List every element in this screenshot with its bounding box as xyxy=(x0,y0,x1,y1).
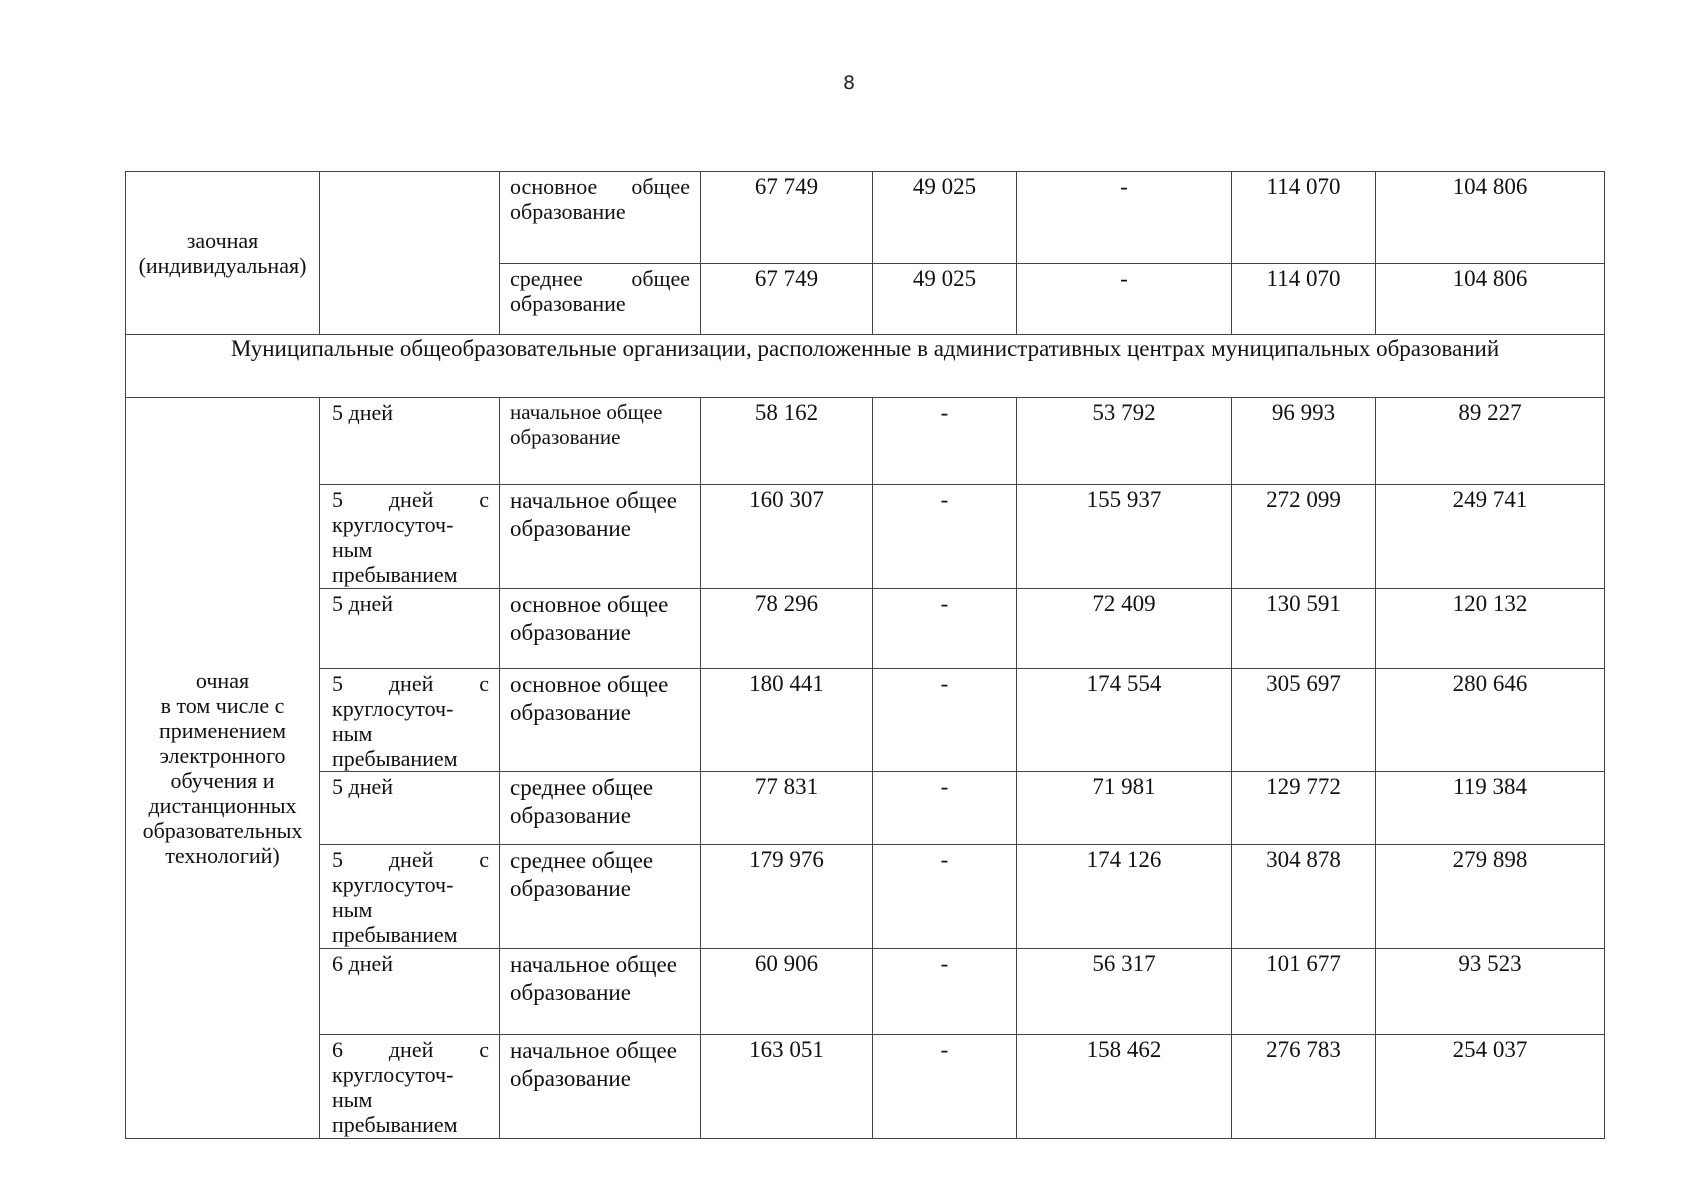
form-label-line: дистанционных xyxy=(148,793,297,818)
form-label-line: (индивидуальная) xyxy=(138,253,307,278)
value-cell: 158 462 xyxy=(1017,1035,1232,1139)
mode-line: 5 дней с xyxy=(332,847,489,872)
value-cell: 129 772 xyxy=(1232,772,1376,845)
mode-cell xyxy=(320,845,500,949)
value-cell: 276 783 xyxy=(1232,1035,1376,1139)
value-cell: 104 806 xyxy=(1376,172,1605,264)
value-cell: - xyxy=(873,589,1017,669)
value-cell: 305 697 xyxy=(1232,669,1376,772)
mode-line: пребыванием xyxy=(332,562,458,587)
mode-line: круглосуточ- xyxy=(332,696,454,721)
value-cell: 72 409 xyxy=(1017,589,1232,669)
mode-cell-empty xyxy=(320,172,500,335)
level-cell: основное общее образование xyxy=(500,669,701,772)
table-row xyxy=(126,398,1605,485)
form-label-line: очная xyxy=(195,668,250,693)
table-row xyxy=(126,485,1605,589)
section-title: Муниципальные общеобразовательные организации, расположенные в административных центрах муниципальных образований xyxy=(126,335,1605,398)
value-cell: 77 831 xyxy=(701,772,873,845)
value-cell: 163 051 xyxy=(701,1035,873,1139)
value-cell: 174 126 xyxy=(1017,845,1232,949)
level-line: основное общее xyxy=(510,174,690,199)
mode-cell xyxy=(320,949,500,1035)
value-cell: 130 591 xyxy=(1232,589,1376,669)
mode-line: круглосуточ- xyxy=(332,512,454,537)
mode-cell xyxy=(320,1035,500,1139)
value-cell: 119 384 xyxy=(1376,772,1605,845)
mode-cell xyxy=(320,772,500,845)
value-cell: - xyxy=(1017,264,1232,335)
form-label-line: применением xyxy=(158,718,286,743)
level-cell xyxy=(500,172,701,264)
value-cell: 60 906 xyxy=(701,949,873,1035)
value-cell: 104 806 xyxy=(1376,264,1605,335)
value-cell: 304 878 xyxy=(1232,845,1376,949)
mode-cell xyxy=(320,398,500,485)
mode-line: пребыванием xyxy=(332,746,458,771)
value-cell: - xyxy=(873,398,1017,485)
table-row xyxy=(126,772,1605,845)
value-cell: 174 554 xyxy=(1017,669,1232,772)
mode-line: 5 дней xyxy=(332,591,394,616)
value-cell: 114 070 xyxy=(1232,172,1376,264)
value-cell: - xyxy=(873,845,1017,949)
value-cell: 49 025 xyxy=(873,172,1017,264)
form-cell-zaochnaya xyxy=(126,172,320,335)
mode-cell xyxy=(320,485,500,589)
level-cell: начальное общее образование xyxy=(500,398,701,485)
level-cell: основное общее образование xyxy=(500,589,701,669)
form-label-line: образовательных xyxy=(142,818,303,843)
level-line: среднее общее xyxy=(510,266,690,291)
mode-line: 5 дней xyxy=(332,774,394,799)
level-line: образование xyxy=(510,199,626,224)
value-cell: - xyxy=(873,949,1017,1035)
mode-line: ным xyxy=(332,721,373,746)
mode-line: 6 дней xyxy=(332,951,394,976)
value-cell: - xyxy=(873,772,1017,845)
value-cell: 53 792 xyxy=(1017,398,1232,485)
value-cell: 101 677 xyxy=(1232,949,1376,1035)
value-cell: 78 296 xyxy=(701,589,873,669)
form-label-line: технологий) xyxy=(165,843,280,868)
page-number: 8 xyxy=(842,72,856,94)
value-cell: 272 099 xyxy=(1232,485,1376,589)
mode-line: ным xyxy=(332,897,373,922)
value-cell: - xyxy=(873,485,1017,589)
value-cell: 56 317 xyxy=(1017,949,1232,1035)
value-cell: 120 132 xyxy=(1376,589,1605,669)
value-cell: 96 993 xyxy=(1232,398,1376,485)
value-cell: - xyxy=(873,1035,1017,1139)
value-cell: 67 749 xyxy=(701,172,873,264)
table-row xyxy=(126,949,1605,1035)
mode-cell xyxy=(320,669,500,772)
level-cell: начальное общее образование xyxy=(500,485,701,589)
mode-line: пребыванием xyxy=(332,1112,458,1137)
table-row xyxy=(126,845,1605,949)
level-cell: начальное общее образование xyxy=(500,949,701,1035)
form-label-line: в том числе с xyxy=(160,693,285,718)
value-cell: 71 981 xyxy=(1017,772,1232,845)
form-label-line: электронного xyxy=(159,743,286,768)
mode-cell xyxy=(320,589,500,669)
mode-line: ным xyxy=(332,537,373,562)
value-cell: 160 307 xyxy=(701,485,873,589)
level-cell: среднее общее образование xyxy=(500,772,701,845)
level-cell: среднее общее образование xyxy=(500,845,701,949)
value-cell: 67 749 xyxy=(701,264,873,335)
level-cell xyxy=(500,264,701,335)
value-cell: 93 523 xyxy=(1376,949,1605,1035)
mode-line: круглосуточ- xyxy=(332,872,454,897)
table-row xyxy=(126,669,1605,772)
table-row xyxy=(126,172,1605,264)
value-cell: - xyxy=(1017,172,1232,264)
form-cell-ochnaya xyxy=(126,398,320,1139)
value-cell: 89 227 xyxy=(1376,398,1605,485)
value-cell: 180 441 xyxy=(701,669,873,772)
mode-line: ным xyxy=(332,1087,373,1112)
value-cell: 155 937 xyxy=(1017,485,1232,589)
level-line: образование xyxy=(510,291,626,316)
mode-line: 5 дней с xyxy=(332,671,489,696)
form-label-line: заочная xyxy=(186,228,259,253)
value-cell: 254 037 xyxy=(1376,1035,1605,1139)
table-row xyxy=(126,335,1605,398)
value-cell: 114 070 xyxy=(1232,264,1376,335)
mode-line: 6 дней с xyxy=(332,1037,489,1062)
value-cell: 279 898 xyxy=(1376,845,1605,949)
mode-line: пребыванием xyxy=(332,922,458,947)
mode-line: 5 дней xyxy=(332,400,394,425)
value-cell: - xyxy=(873,669,1017,772)
level-cell: начальное общее образование xyxy=(500,1035,701,1139)
mode-line: круглосуточ- xyxy=(332,1062,454,1087)
table-row xyxy=(126,1035,1605,1139)
table-row xyxy=(126,589,1605,669)
cost-table xyxy=(125,171,1605,1139)
mode-line: 5 дней с xyxy=(332,487,489,512)
value-cell: 58 162 xyxy=(701,398,873,485)
value-cell: 249 741 xyxy=(1376,485,1605,589)
value-cell: 179 976 xyxy=(701,845,873,949)
value-cell: 280 646 xyxy=(1376,669,1605,772)
form-label-line: обучения и xyxy=(170,768,275,793)
value-cell: 49 025 xyxy=(873,264,1017,335)
